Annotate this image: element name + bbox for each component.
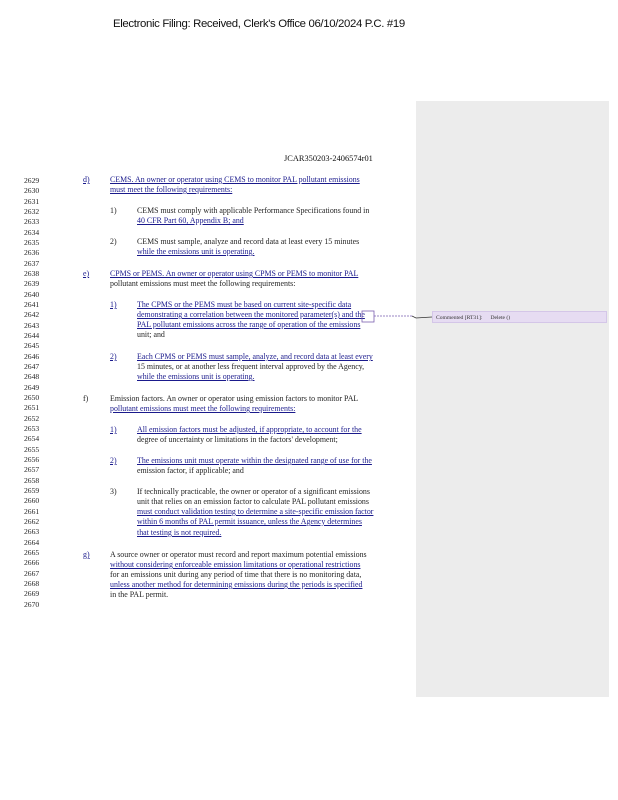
line-number: 2656 <box>24 454 40 464</box>
section-d-item-2-label: 2) <box>110 237 117 246</box>
line-number: 2648 <box>24 372 40 382</box>
section-e-line-1: CPMS or PEMS. An owner or operator using CPMS or PEMS to monitor PAL <box>110 269 359 278</box>
line-number: 2640 <box>24 289 40 299</box>
section-e-line-2: pollutant emissions must meet the following requirements: <box>110 279 296 288</box>
line-number: 2663 <box>24 527 40 537</box>
line-number: 2665 <box>24 547 40 557</box>
line-number: 2658 <box>24 475 40 485</box>
line-number: 2647 <box>24 361 40 371</box>
section-g-line-1: A source owner or operator must record and report maximum potential emissions <box>110 550 367 559</box>
line-number: 2657 <box>24 465 40 475</box>
section-f-item-1-label: 1) <box>110 425 117 434</box>
line-number: 2629 <box>24 176 40 185</box>
comment-author: Commented [RT31]: <box>436 315 483 321</box>
line-number: 2650 <box>24 392 40 402</box>
section-f-line-2: pollutant emissions must meet the following requirements: <box>110 404 296 413</box>
line-number: 2641 <box>24 300 40 309</box>
line-number: 2664 <box>24 537 40 547</box>
section-f-item-2-line-2: emission factor, if applicable; and <box>137 466 244 475</box>
section-g-line-4: unless another method for determining emissions during the periods is specified <box>110 580 363 589</box>
line-number: 2668 <box>24 578 40 588</box>
section-g-line-2: without considering enforceable emission limitations or operational restrictions <box>110 560 361 569</box>
line-number: 2637 <box>24 258 40 268</box>
line-number: 2643 <box>24 320 40 330</box>
line-number: 2645 <box>24 341 40 351</box>
line-number: 2639 <box>24 279 40 289</box>
line-number: 2659 <box>24 485 40 495</box>
line-number: 2632 <box>24 207 40 216</box>
section-d-item-1-line-2: 40 CFR Part 60, Appendix B; and <box>137 216 244 225</box>
section-e-item-1-line-2: demonstrating a correlation between the monitored parameter(s) and the <box>137 310 365 319</box>
section-e-item-2-line-1: Each CPMS or PEMS must sample, analyze, and record data at least every <box>137 352 373 361</box>
section-e-item-2-line-2: 15 minutes, or at another less frequent interval approved by the Agency, <box>137 362 365 371</box>
line-number: 2667 <box>24 568 40 578</box>
line-number: 2654 <box>24 434 40 444</box>
section-f-item-3-line-5: that testing is not required. <box>137 528 222 537</box>
line-number: 2638 <box>24 269 40 278</box>
line-number: 2634 <box>24 227 40 237</box>
section-f-item-1-line-1: All emission factors must be adjusted, if appropriate, to account for the <box>137 425 362 434</box>
line-number: 2636 <box>24 248 40 258</box>
line-number: 2660 <box>24 496 40 506</box>
section-g-line-3: for an emissions unit during any period of time that there is no monitoring data, <box>110 570 362 579</box>
line-number: 2646 <box>24 351 40 361</box>
section-d-line-1: CEMS. An owner or operator using CEMS to monitor PAL pollutant emissions <box>110 175 360 184</box>
section-e-item-1-label: 1) <box>110 300 117 309</box>
section-f-item-3-line-1: If technically practicable, the owner or operator of a significant emissions <box>137 487 370 496</box>
section-e-item-1-line-1: The CPMS or the PEMS must be based on current site-specific data <box>137 300 352 309</box>
section-e-item-1-line-4: unit; and <box>137 330 165 339</box>
section-g-label: g) <box>83 550 90 559</box>
section-f-item-2-line-1: The emissions unit must operate within the designated range of use for the <box>137 456 372 465</box>
line-number: 2651 <box>24 403 40 413</box>
section-e-item-2-line-3: while the emissions unit is operating. <box>137 372 255 381</box>
line-number: 2635 <box>24 238 40 247</box>
section-e-item-2-label: 2) <box>110 352 117 361</box>
document-id: JCAR350203-2406574r01 <box>284 154 373 163</box>
section-f-item-1-line-2: degree of uncertainty or limitations in the factors' development; <box>137 435 338 444</box>
section-f-line-1: Emission factors. An owner or operator using emission factors to monitor PAL <box>110 394 359 403</box>
section-f-item-3-label: 3) <box>110 487 117 496</box>
section-e-item-1-line-3: PAL pollutant emissions across the range of operation of the emissions <box>137 320 361 329</box>
line-number: 2661 <box>24 506 40 516</box>
line-number: 2653 <box>24 423 40 433</box>
line-number: 2666 <box>24 558 40 568</box>
line-number: 2630 <box>24 186 40 196</box>
line-number: 2652 <box>24 413 40 423</box>
section-f-item-3-line-3: must conduct validation testing to determine a site-specific emission factor <box>137 507 374 516</box>
line-number: 2662 <box>24 516 40 526</box>
line-number: 2670 <box>24 599 40 609</box>
section-d-item-1-line-1: CEMS must comply with applicable Performance Specifications found in <box>137 206 370 215</box>
filing-stamp-header: Electronic Filing: Received, Clerk's Office 06/10/2024 P.C. #19 <box>113 18 405 30</box>
section-f-item-2-label: 2) <box>110 456 117 465</box>
line-number: 2644 <box>24 330 40 340</box>
section-d-label: d) <box>83 175 90 184</box>
section-d-item-1-label: 1) <box>110 206 117 215</box>
section-f-item-3-line-2: unit that relies on an emission factor to calculate PAL pollutant emissions <box>137 497 369 506</box>
line-number: 2631 <box>24 196 40 206</box>
comment-text: Delete () <box>490 315 511 321</box>
section-e-label: e) <box>83 269 90 278</box>
line-number: 2649 <box>24 382 40 392</box>
section-g-line-5: in the PAL permit. <box>110 590 169 599</box>
line-number: 2642 <box>24 310 40 320</box>
line-number: 2669 <box>24 589 40 599</box>
section-f-label: f) <box>83 394 89 403</box>
line-number: 2655 <box>24 444 40 454</box>
section-d-item-2-line-2: while the emissions unit is operating. <box>137 247 255 256</box>
section-d-line-2: must meet the following requirements: <box>110 185 233 194</box>
section-d-item-2-line-1: CEMS must sample, analyze and record data at least every 15 minutes <box>137 237 360 246</box>
line-number: 2633 <box>24 217 40 227</box>
comment-bubble[interactable] <box>432 311 607 323</box>
section-f-item-3-line-4: within 6 months of PAL permit issuance, unless the Agency determines <box>137 517 362 526</box>
